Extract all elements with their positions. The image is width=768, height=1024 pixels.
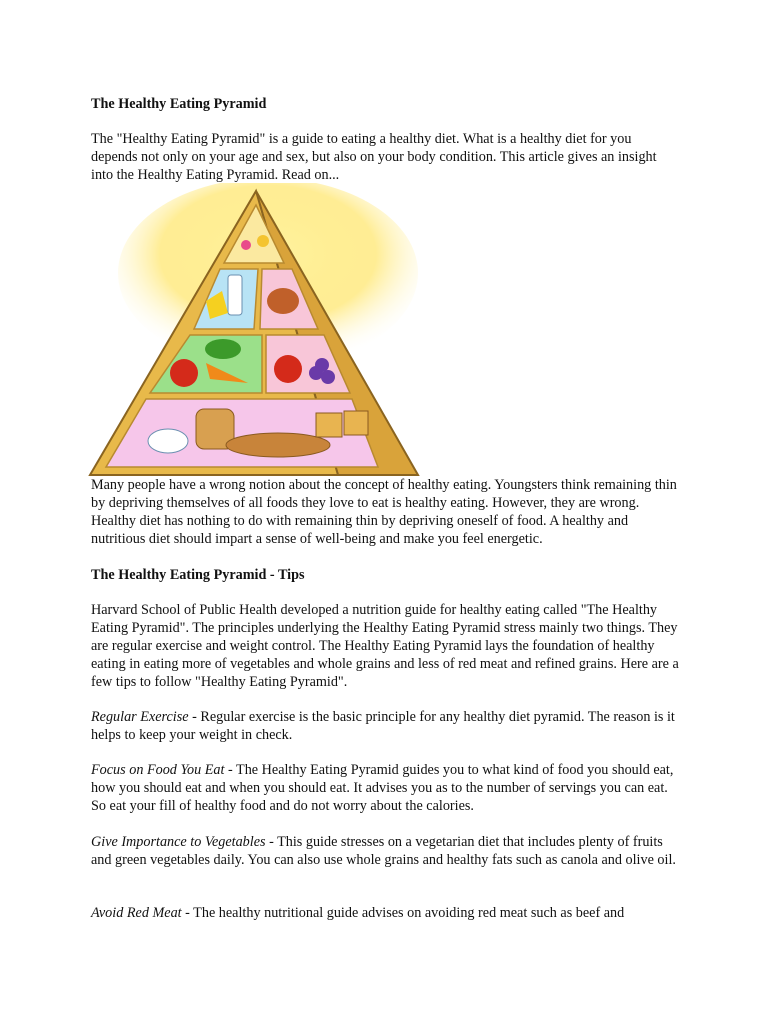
tip-text: - The healthy nutritional guide advises on avoiding red meat such as beef and [181, 905, 625, 921]
tip-vegetables [91, 833, 681, 869]
grapes-icon [321, 370, 335, 384]
lettuce-icon [205, 339, 241, 359]
tip-term: Avoid Red Meat [91, 905, 182, 921]
harvard-paragraph: Harvard School of Public Health developed a nutrition guide for healthy eating called "The Healthy Eating Pyramid". The principles underlying the Healthy Eating Pyramid stress mainly two things. They are regular exercise and weight control. The Healthy Eating Pyramid lays the foundation of healthy eating in eating more of vegetables and whole grains and less of red meat and refined grains. Here are a few tips to follow "Healthy Eating Pyramid". [91, 602, 679, 690]
grapes-icon [315, 358, 329, 372]
tip-term: Give Importance to Vegetables [91, 834, 266, 850]
baguette-icon [226, 433, 330, 457]
tip-text: - This guide stresses on a vegetarian diet that includes plenty of fruits and green vegetables daily. You can also use whole grains and healthy fats such as canola and olive oil. [91, 834, 676, 868]
notion-paragraph: Many people have a wrong notion about the concept of healthy eating. Youngsters think remaining thin by depriving themselves of all foods they love to eat is healthy eating. However, they are wrong. Healthy diet has nothing to do with remaining thin by depriving oneself of food. A healthy and nutritious diet should impart a sense of well-being and make you feel energetic. [91, 477, 677, 547]
tips-heading: The Healthy Eating Pyramid - Tips [91, 567, 305, 583]
tip-text: - Regular exercise is the basic principle for any healthy diet pyramid. The reason is it helps to keep your weight in check. [91, 709, 675, 743]
tomato-icon [170, 359, 198, 387]
tip-focus-food [91, 761, 681, 815]
food-pyramid-illustration [88, 183, 423, 478]
cracker-icon [316, 413, 342, 437]
tip-text: - The Healthy Eating Pyramid guides you to what kind of food you should eat, how you should eat and when you should eat. It advises you as to the number of servings you can eat. So eat your fill of healthy food and do not worry about the calories. [91, 762, 674, 814]
tip-red-meat [91, 904, 681, 922]
tip-term: Regular Exercise [91, 709, 189, 725]
cracker-icon [344, 411, 368, 435]
page-title: The Healthy Eating Pyramid [91, 96, 267, 112]
intro-paragraph: The "Healthy Eating Pyramid" is a guide to eating a healthy diet. What is a healthy diet for you depends not only on your age and sex, but also on your body condition. This article gives an insight into the Healthy Eating Pyramid. Read on... [91, 131, 657, 183]
tip-term: Focus on Food You Eat [91, 762, 225, 778]
milk-bottle-icon [228, 275, 242, 315]
candy-icon [241, 240, 251, 250]
apple-icon [274, 355, 302, 383]
chicken-leg-icon [267, 288, 299, 314]
cereal-bowl-icon [148, 429, 188, 453]
tip-regular-exercise [91, 708, 681, 744]
sweet-icon [257, 235, 269, 247]
